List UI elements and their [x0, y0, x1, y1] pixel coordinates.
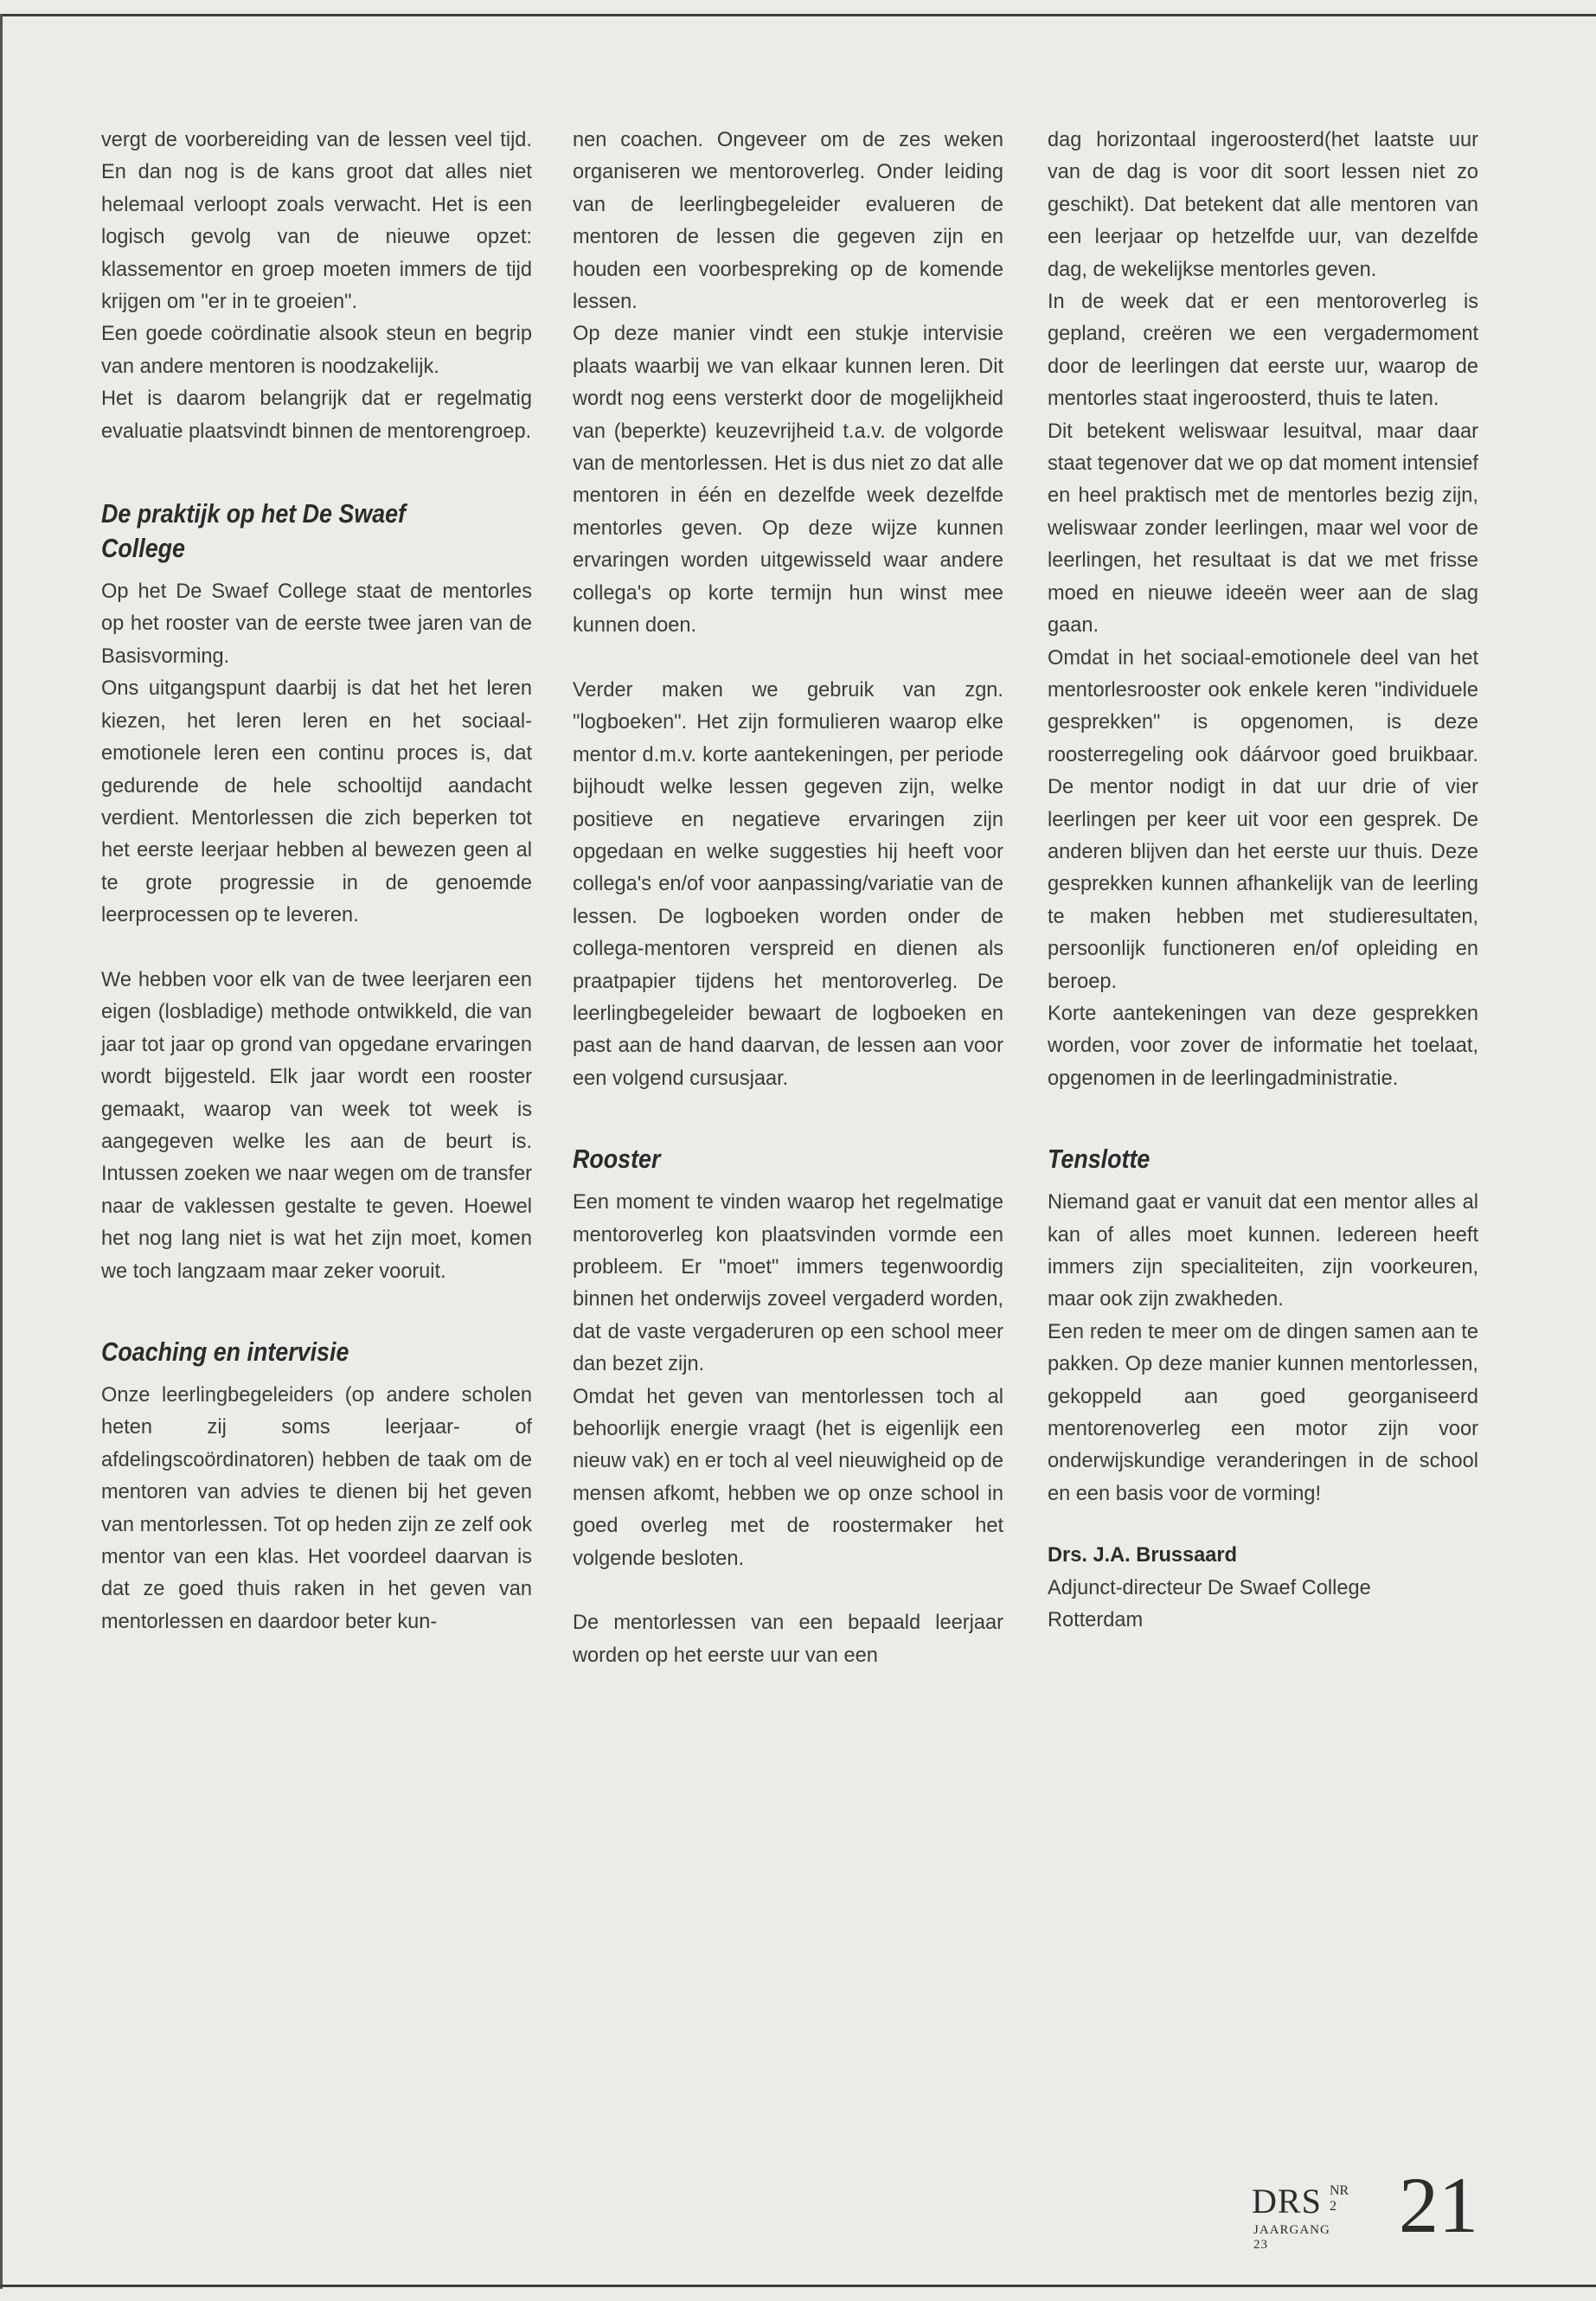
paragraph: Het is daarom belangrijk dat er regelmatig evaluatie plaatsvindt binnen de mentorengroep.	[101, 388, 532, 443]
paragraph: Onze leerlingbegeleiders (op andere scholen heten zij soms leerjaar- of afdelingscoördinatoren) hebben de taak om de mentoren van advies te dienen bij het geven van mentorlessen. Tot op heden zijn ze zelf ook mentor van een klas. Het voordeel daarvan is dat ze goed thuis raken in het geven van mentorlessen en daardoor beter kun-	[101, 1383, 532, 1633]
paragraph: In de week dat er een mentoroverleg is gepland, creëren we een vergadermoment door de leerlingen dat eerste uur, waarop de mentorles staat ingeroosterd, thuis te laten.	[1048, 291, 1478, 411]
section-heading-rooster: Rooster	[573, 1144, 661, 1175]
column-1	[101, 125, 532, 1638]
paragraph: dag horizontaal ingeroosterd(het laatste uur van de dag is voor dit soort lessen niet zo geschikt). Dat betekent dat alle mentoren van een leerjaar op hetzelfde uur, van dezelfde dag, de wekelijkse mentorles geven.	[1048, 129, 1478, 281]
paragraph: We hebben voor elk van de twee leerjaren een eigen (losbladige) methode ontwikkeld, die van jaar tot jaar op grond van opgedane ervaringen wordt bijgesteld. Elk jaar wordt een rooster gemaakt, waarop van week tot week is aangegeven welke les aan de beurt is. Intussen zoeken we naar wegen om de transfer naar de vaklessen gestalte te geven. Hoewel het nog lang niet is wat het zijn moet, komen we toch langzaam maar zeker vooruit.	[101, 968, 532, 1283]
paragraph: Een reden te meer om de dingen samen aan te pakken. Op deze manier kunnen mentorlessen, gekoppeld aan goed georganiseerd mentorenoverleg een motor zijn voor onderwijskundige veranderingen in de school en een basis voor de vorming!	[1048, 1320, 1478, 1505]
author-role: Adjunct-directeur De Swaef College	[1048, 1576, 1371, 1599]
page-number: 21	[1399, 2161, 1478, 2249]
paragraph: Een moment te vinden waarop het regelmatige mentoroverleg kon plaatsvinden vormde een probleem. Er "moet" immers tegenwoordig binnen het onderwijs zoveel vergaderd worden, dat de vaste vergaderuren op een school meer dan bezet zijn.	[573, 1191, 1003, 1376]
bottom-rule	[0, 2285, 1596, 2287]
column-2	[573, 125, 1003, 1672]
paragraph: Verder maken we gebruik van zgn. "logboeken". Het zijn formulieren waarop elke mentor d.m.v. korte aantekeningen, per periode bijhoudt welke lessen gegeven zijn, welke positieve en negatieve ervaringen zijn opgedaan en welke suggesties hij heeft voor collega's en/of voor aanpassing/variatie van de lessen. De logboeken worden onder de collega-mentoren verspreid en dienen als praatpapier tijdens het mentoroverleg. De leerlingbegeleider bewaart de logboeken en past aan de hand daarvan, de lessen aan voor een volgend cursusjaar.	[573, 678, 1003, 1090]
paragraph: Omdat het geven van mentorlessen toch al behoorlijk energie vraagt (het is eigenlijk een nieuw vak) en er toch al veel nieuwigheid op de mensen afkomt, hebben we op onze school in goed overleg met de roostermaker het volgende besloten.	[573, 1385, 1003, 1570]
paragraph: Ons uitgangspunt daarbij is dat het het leren kiezen, het leren leren en het sociaal-emotionele leren een continu proces is, dat gedurende de hele schooltijd aandacht verdient. Mentorlessen die zich beperken tot het eerste leerjaar hebben al bewezen geen al te grote progressie in de genoemde leerprocessen op te leveren.	[101, 677, 532, 927]
author-name: Drs. J.A. Brussaard	[1048, 1544, 1237, 1567]
paragraph: Omdat in het sociaal-emotionele deel van het mentorlesrooster ook enkele keren "individuele gesprekken" is opgenomen, is deze roosterregeling ook dáárvoor goed bruikbaar. De mentor nodigt in dat uur drie of vier leerlingen per keer uit voor een gesprek. De anderen blijven dan het eerste uur thuis. Deze gesprekken kunnen afhankelijk van de leerling te maken hebben met studieresultaten, persoonlijk functioneren en/of opleiding en beroep.	[1048, 646, 1478, 993]
paragraph: vergt de voorbereiding van de lessen veel tijd. En dan nog is de kans groot dat alles niet helemaal verloopt zoals verwacht. Het is een logisch gevolg van de nieuwe opzet: klassementor en groep moeten immers de tijd krijgen om "er in te groeien".	[101, 129, 532, 314]
paragraph: Op het De Swaef College staat de mentorles op het rooster van de eerste twee jaren van de Basisvorming.	[101, 580, 532, 668]
paragraph: nen coachen. Ongeveer om de zes weken organiseren we mentoroverleg. Onder leiding van de leerlingbegeleider evalueren de mentoren de lessen die gegeven zijn en houden een voorbespreking op de komende lessen.	[573, 129, 1003, 314]
magazine-name: DRS	[1252, 2182, 1322, 2221]
issue-number: NR 2	[1330, 2183, 1349, 2214]
paragraph: De mentorlessen van een bepaald leerjaar worden op het eerste uur van een	[573, 1612, 1003, 1667]
paragraph: Korte aantekeningen van deze gesprekken worden, voor zover de informatie het toelaat, opgenomen in de leerlingadministratie.	[1048, 1002, 1478, 1090]
author-city: Rotterdam	[1048, 1609, 1144, 1632]
top-rule	[0, 14, 1596, 16]
paragraph: Een goede coördinatie alsook steun en begrip van andere mentoren is noodzakelijk.	[101, 323, 532, 378]
section-heading-tenslotte: Tenslotte	[1048, 1144, 1151, 1175]
section-heading-praktijk: De praktijk op het De Swaef College	[101, 499, 406, 564]
column-3	[1048, 125, 1478, 1637]
section-heading-coaching: Coaching en intervisie	[101, 1336, 349, 1367]
paragraph: Op deze manier vindt een stukje intervisie plaats waarbij we van elkaar kunnen leren. Dit wordt nog eens versterkt door de mogelijkheid van (beperkte) keuzevrijheid t.a.v. de volgorde van de mentorlessen. Het is dus niet zo dat alle mentoren in één en dezelfde week dezelfde mentorles geven. Op deze wijze kunnen ervaringen worden uitgewisseld waar andere collega's op korte termijn hun winst mee kunnen doen.	[573, 323, 1003, 638]
author-signoff	[1048, 1540, 1478, 1637]
volume-label: JAARGANG 23	[1253, 2223, 1330, 2252]
paragraph: Dit betekent weliswaar lesuitval, maar daar staat tegenover dat we op dat moment intensief en heel praktisch met de mentorles bezig zijn, weliswaar zonder leerlingen, maar wel voor de leerlingen, het resultaat is dat we met frisse moed en nieuwe ideeën weer aan de slag gaan.	[1048, 420, 1478, 638]
paragraph: Niemand gaat er vanuit dat een mentor alles al kan of alles moet kunnen. Iedereen heeft immers zijn specialiteiten, zijn voorkeuren, maar ook zijn zwakheden.	[1048, 1191, 1478, 1311]
left-rule	[0, 14, 3, 2289]
